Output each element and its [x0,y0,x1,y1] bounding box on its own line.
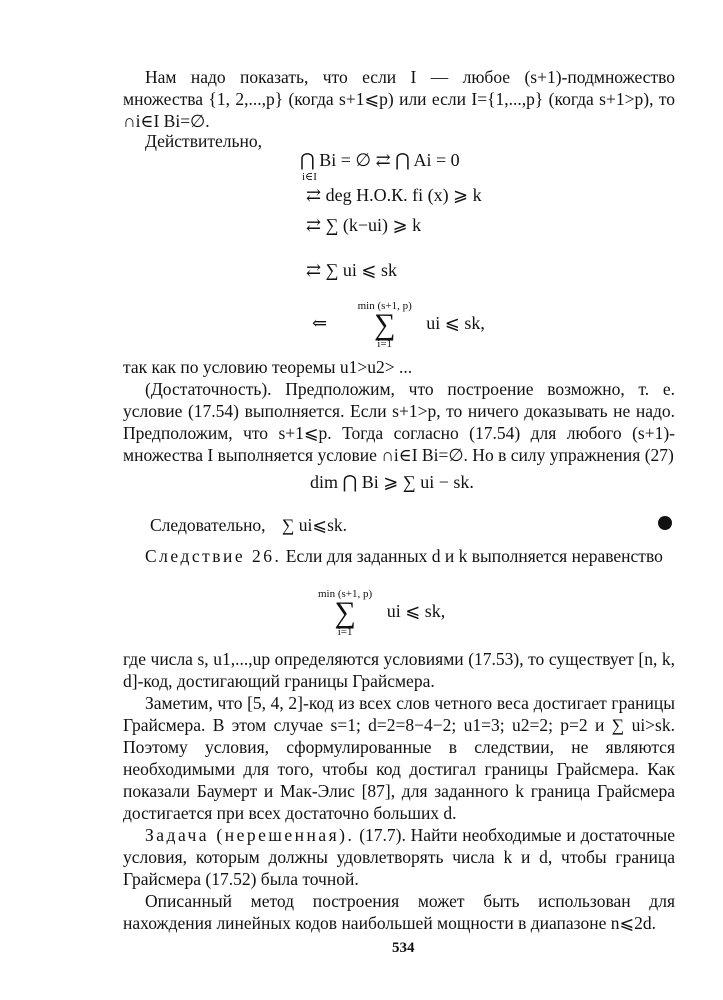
paragraph-3: где числа s, u1,...,up определяются условиями (17.53), то существует [n, k, d]-код, достигающий границы Грайсмера. [123,649,675,691]
end-of-proof-mark [658,516,672,530]
equation-5: ⇐ min (s+1, p) ∑ i=1 ui ⩽ sk, [312,300,485,350]
equation-2: ⇄ deg Н.О.К. fi (x) ⩾ k [306,185,482,205]
therefore-line: Следовательно, ∑ ui⩽sk. [150,515,347,535]
equation-3: ⇄ ∑ (k−ui) ⩾ k [306,215,422,235]
paragraph-4: Заметим, что [5, 4, 2]-код из всех слов четного веса достигает границы Грайсмера. В этом случае s=1; d=2=8−4−2; u1=3; u2=2; p=2 и ∑ ui>sk. Поэтому условия, сформулированные в следствии, не являются необходимыми для того, чтобы код достигал границы Грайсмера. Как показали Баумерт и Мак-Элис [87], для заданного k граница Грайсмера достигается при всех достаточно больших d. [123,693,675,823]
equation-4: ⇄ ∑ ui ⩽ sk [306,260,398,280]
page-body-2 [123,356,675,466]
equation-7: min (s+1, p) ∑ i=1 ui ⩽ sk, [318,588,446,638]
equation-1: ⋂ Bi = ∅ ⇄ ⋂ Ai = 0 i∈I [300,150,460,183]
corollary: Следствие 26. Если для заданных d и k выполняется неравенство [145,546,663,566]
page-number: 534 [392,940,415,956]
paragraph-1: Нам надо показать, что если I — любое (s+1)-подмножество множества {1, 2,...,p} (когда s+1⩽p) или если I={1,...,p} (когда s+1>p), то ∩i∈I Bi=∅. [123,67,675,131]
paragraph-2: (Достаточность). Предположим, что построение возможно, т. е. условие (17.54) выполняется. Если s+1>p, то ничего доказывать не надо. Предположим, что s+1⩽p. Тогда согласно (17.54) для любого (s+1)-множества I выполняется условие ∩i∈I Bi=∅. Но в силу упражнения (27) [123,379,675,465]
equation-6: dim ⋂ Bi ⩾ ∑ ui − sk. [310,472,474,492]
page-body-3: где числа s, u1,...,up определяются условиями (17.53), то существует [n, k, d]-код, достигающий границы Грайсмера. Заметим, что [5, 4, 2]-код из всех слов четного веса достигает границы Грайсмера. В этом случае s=1; d=2=8−4−2; u1=3; u2=2; p=2 и ∑ ui>sk. Поэтому условия, сформулированные в следствии, не являются необходимыми для того, чтобы код достигал границы Грайсмера. Как показали Баумерт и Мак-Элис [87], для заданного k граница Грайсмера достигается при всех достаточно больших d. Задача (нерешенная). (17.7). Найти необходимые и достаточные условия, которым должны удовлетворять числа k и d, чтобы граница Грайсмера (17.52) была точной. Описанный метод построения может быть использован для нахождения линейных кодов наибольшей мощности в диапазоне n⩽2d. [123,649,676,933]
indeed-label: Действительно, [145,131,262,151]
since-line: так как по условию теоремы u1>u2> ... [123,357,413,377]
paragraph-5: Описанный метод построения может быть использован для нахождения линейных кодов наибольшей мощности в диапазоне n⩽2d. [123,891,675,933]
